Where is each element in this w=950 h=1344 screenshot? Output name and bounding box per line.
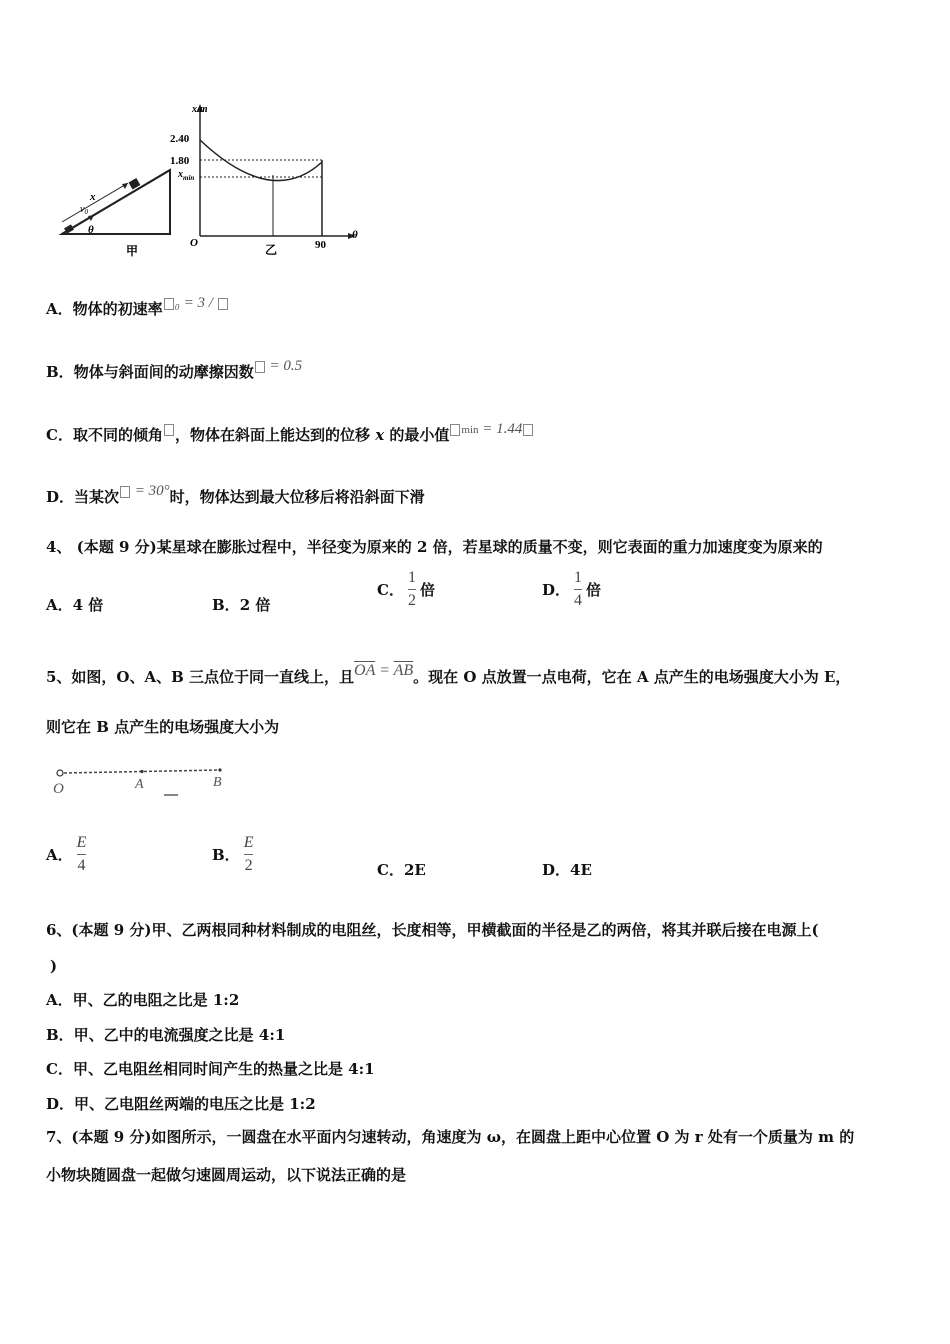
q4-option-b: B．2 倍 (212, 596, 271, 614)
incline-theta-label: θ (88, 224, 94, 236)
point-a-label: A (135, 777, 144, 792)
q3-option-c: C．取不同的倾角 ，物体在斜面上能达到的位移 x 的最小值 min = 1.44 (46, 424, 534, 445)
q5-b-fraction: $\frac{E}{2}$ (243, 834, 254, 874)
q5-option-d: D．4E (542, 861, 592, 879)
q6-option-d: D．甲、乙电阻丝两端的电压之比是 1:2 (46, 1095, 316, 1113)
q3-a-math: ₀ = 3 / (163, 295, 229, 311)
q5-option-b: B． $\frac{E}{2}$ (212, 834, 254, 874)
figure-incline-graph (50, 100, 370, 260)
x-theta-graph (170, 104, 358, 257)
q3-c-math: min = 1.44 (449, 421, 534, 437)
q5-option-a: A． $\frac{E}{4}$ (46, 834, 87, 874)
q6-option-b: B．甲、乙中的电流强度之比是 4:1 (46, 1026, 286, 1044)
q7-stem-line2: 小物块随圆盘一起做匀速圆周运动，以下说法正确的是 (46, 1166, 407, 1184)
q5-stem-line2: 则它在 B 点产生的电场强度大小为 (46, 718, 280, 736)
q4-option-a: A．4 倍 (46, 596, 104, 614)
graph-tick-180: 1.80 (170, 155, 190, 167)
q5-option-c: C．2E (377, 861, 426, 879)
q3-b-math: = 0.5 (254, 358, 302, 374)
q7-stem: 7、(本题 9 分)如图所示，一圆盘在水平面内匀速转动，角速度为 ω，在圆盘上距中心位置 O 为 r 处有一个质量为 m 的 (46, 1128, 855, 1146)
q3-option-d: D．当某次 = 30°时，物体达到最大位移后将沿斜面下滑 (46, 483, 425, 506)
incline-x-label: x (90, 191, 96, 203)
q6-option-c: C．甲、乙电阻丝相同时间产生的热量之比是 4:1 (46, 1060, 375, 1078)
graph-x-label: θ (352, 229, 358, 241)
point-b-label: B (213, 775, 222, 790)
q5-equation: $\overline{OA} = \overline{AB}$ (354, 662, 414, 679)
q3-d-math: = 30° (119, 483, 170, 499)
caption-yi: 乙 (265, 243, 278, 257)
q3-option-a: A．物体的初速率 ₀ = 3 / (46, 298, 229, 319)
graph-x-tick-90: 90 (315, 239, 326, 251)
q6-stem: 6、(本题 9 分)甲、乙两根同种材料制成的电阻丝，长度相等，甲横截面的半径是乙的两倍，将其并联后接在电源上( (46, 921, 819, 939)
q4-option-c: C． $\frac{1}{2}$ 倍 (377, 569, 435, 609)
incline-v-label: $v_0$ (80, 204, 88, 216)
q4-d-fraction: $\frac{1}{4}$ (574, 569, 583, 609)
caption-jia: 甲 (126, 244, 139, 258)
q6-stem-line2: ) (50, 957, 58, 975)
q4-option-d: D． $\frac{1}{4}$ 倍 (542, 569, 602, 609)
q4-stem: 4、 (本题 9 分)某星球在膨胀过程中，半径变为原来的 2 倍，若星球的质量不变，则它表面的重力加速度变为原来的 (46, 538, 823, 556)
figure-oab-line (50, 762, 240, 802)
graph-y-label: x/m (192, 104, 208, 115)
incline-diagram (62, 170, 170, 258)
q5-stem: 5、如图，O、A、B 三点位于同一直线上，且$\overline{OA} = \overline{AB}$。现在 O 点放置一点电荷，它在 A 点产生的电场强度大小为 E， (46, 662, 851, 686)
graph-origin: O (190, 237, 198, 249)
q3-option-b: B．物体与斜面间的动摩擦因数 = 0.5 (46, 358, 303, 381)
point-o-label: O (53, 781, 64, 797)
graph-tick-xmin: $x_{min}$ (178, 169, 195, 182)
q4-c-fraction: $\frac{1}{2}$ (407, 569, 416, 609)
q5-a-fraction: $\frac{E}{4}$ (76, 834, 87, 874)
graph-tick-240: 2.40 (170, 133, 190, 145)
q6-option-a: A．甲、乙的电阻之比是 1:2 (46, 991, 240, 1009)
